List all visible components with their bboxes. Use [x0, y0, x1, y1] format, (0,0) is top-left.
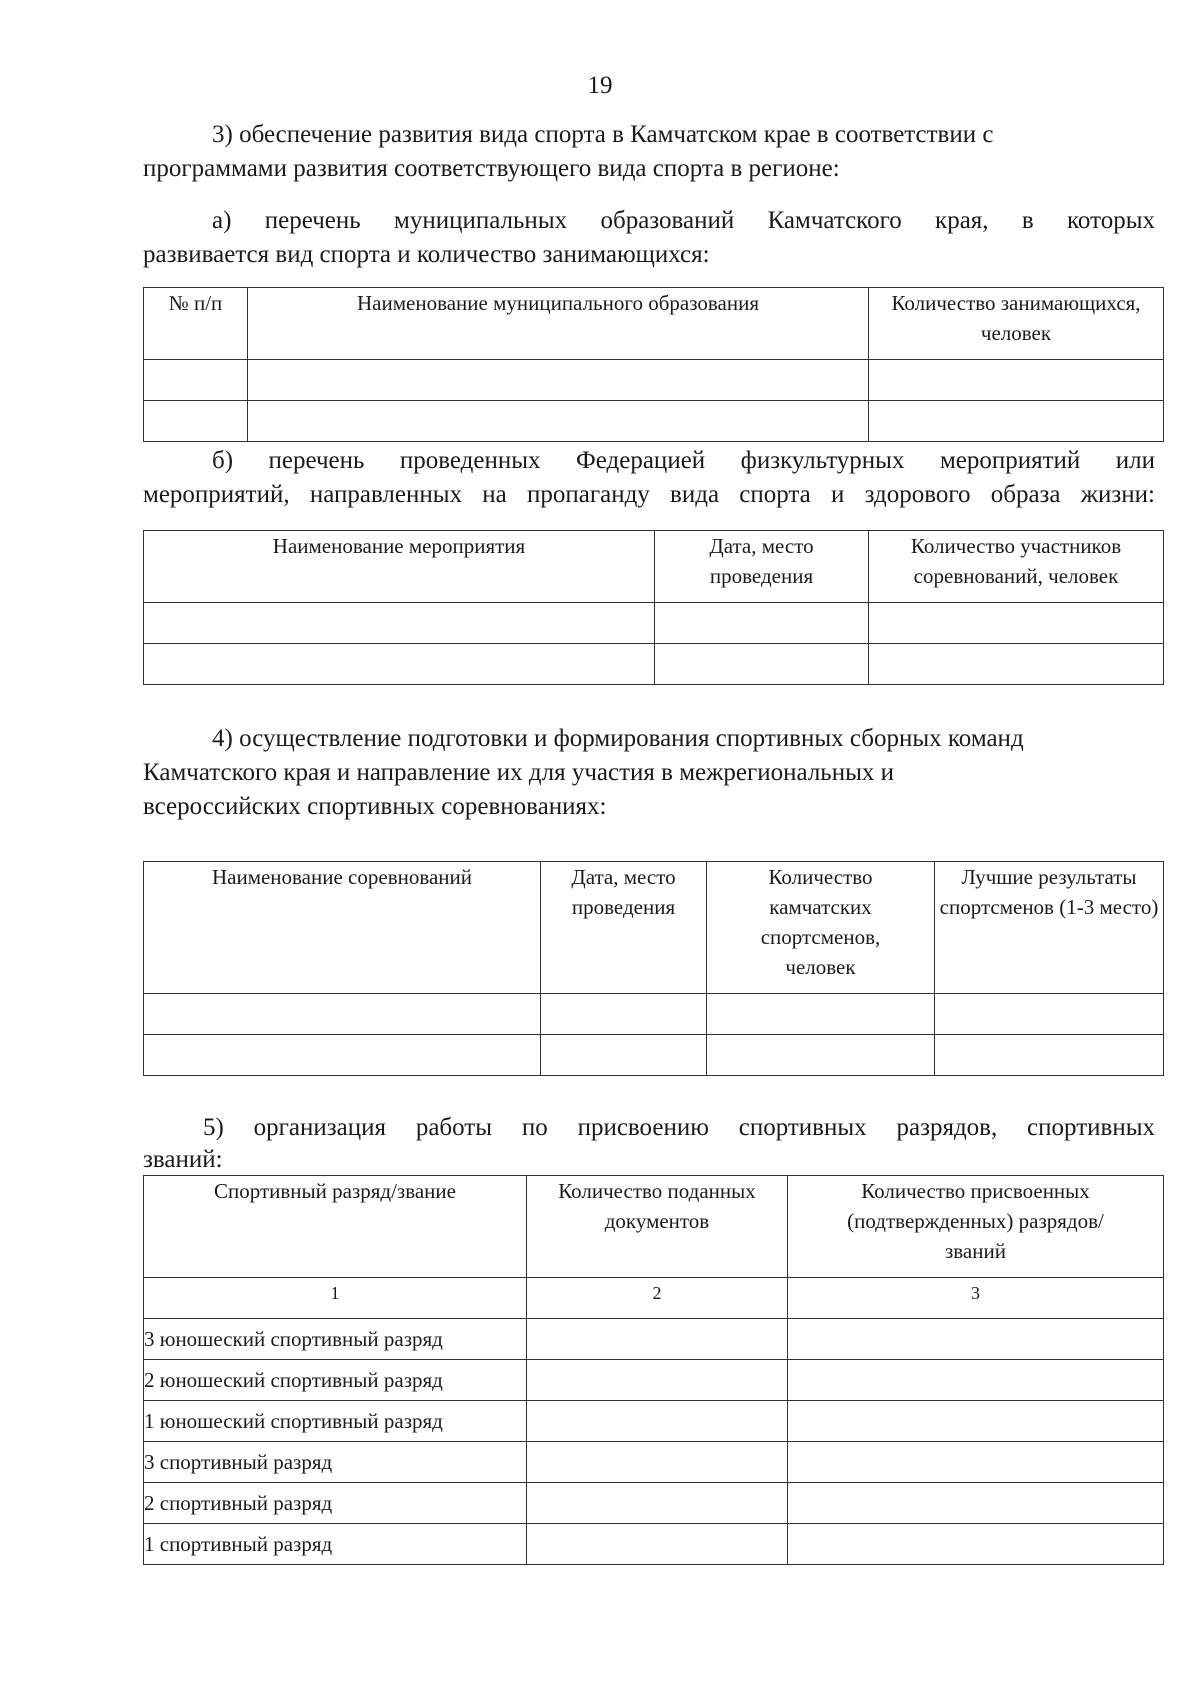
section-4-heading	[143, 722, 1155, 824]
table-cell[interactable]	[541, 994, 707, 1035]
table-cell[interactable]	[144, 401, 248, 442]
table-cell[interactable]	[707, 1035, 935, 1076]
table-cell[interactable]	[144, 994, 541, 1035]
text-line: а) перечень муниципальных образований Камчатского края, в которых	[212, 207, 1155, 234]
events-table	[143, 530, 1164, 685]
table-cell[interactable]	[144, 1035, 541, 1076]
table-cell[interactable]	[869, 644, 1164, 685]
table-row	[144, 1319, 1164, 1360]
header-date-place: Дата, место проведения	[655, 531, 869, 603]
header-municipality: Наименование муниципального образования	[248, 288, 869, 360]
header-athletes-count: Количество камчатских спортсменов, человек	[707, 862, 935, 994]
table-cell[interactable]	[144, 644, 655, 685]
table-cell[interactable]	[527, 1442, 788, 1483]
text-line: развивается вид спорта и количество занимающихся:	[143, 241, 710, 268]
table-cell[interactable]	[869, 603, 1164, 644]
header-best-results: Лучшие результаты спортсменов (1-3 место)	[935, 862, 1164, 994]
section-3-heading	[143, 118, 1155, 186]
table-row	[144, 1360, 1164, 1401]
column-number: 2	[527, 1278, 788, 1319]
table-cell[interactable]	[788, 1524, 1164, 1565]
table-row	[144, 1483, 1164, 1524]
text-line: званий:	[143, 1146, 223, 1173]
table-cell[interactable]	[527, 1401, 788, 1442]
text-line: 5) организация работы по присвоению спортивных разрядов, спортивных	[203, 1114, 1155, 1141]
table-cell[interactable]	[788, 1360, 1164, 1401]
sports-ranks-table	[143, 1175, 1164, 1565]
table-cell[interactable]	[935, 994, 1164, 1035]
text-line: 3) обеспечение развития вида спорта в Камчатском крае в соответствии с	[212, 121, 994, 148]
table-cell[interactable]	[788, 1401, 1164, 1442]
table-row	[144, 360, 1164, 401]
rank-label: 3 спортивный разряд	[144, 1442, 527, 1483]
header-submitted-documents: Количество поданных документов	[527, 1176, 788, 1278]
rank-label: 1 юношеский спортивный разряд	[144, 1401, 527, 1442]
table-cell[interactable]	[527, 1360, 788, 1401]
header-number: № п/п	[144, 288, 248, 360]
table-row	[144, 1524, 1164, 1565]
table-cell[interactable]	[248, 360, 869, 401]
text-line: программами развития соответствующего вида спорта в регионе:	[143, 155, 840, 182]
municipalities-table	[143, 287, 1164, 442]
section-3b-heading	[143, 444, 1155, 512]
header-date-place: Дата, место проведения	[541, 862, 707, 994]
table-cell[interactable]	[788, 1319, 1164, 1360]
page-number: 19	[587, 72, 613, 99]
table-cell[interactable]	[527, 1483, 788, 1524]
column-number: 1	[144, 1278, 527, 1319]
text-line: всероссийских спортивных соревнованиях:	[143, 793, 607, 820]
table-cell[interactable]	[248, 401, 869, 442]
table-row	[144, 644, 1164, 685]
table-row	[144, 1401, 1164, 1442]
rank-label: 1 спортивный разряд	[144, 1524, 527, 1565]
header-rank: Спортивный разряд/звание	[144, 1176, 527, 1278]
header-participants-count: Количество участников соревнований, человек	[869, 531, 1164, 603]
text-line: мероприятий, направленных на пропаганду вида спорта и здорового образа жизни:	[143, 481, 1155, 508]
table-cell[interactable]	[144, 360, 248, 401]
section-5-heading	[143, 1112, 1155, 1176]
table-row	[144, 994, 1164, 1035]
text-line: 4) осуществление подготовки и формирования спортивных сборных команд	[212, 725, 1024, 752]
table-row	[144, 1442, 1164, 1483]
competitions-table	[143, 861, 1164, 1076]
rank-label: 2 юношеский спортивный разряд	[144, 1360, 527, 1401]
text-line: Камчатского края и направление их для участия в межрегиональных и	[143, 759, 895, 786]
header-competition-name: Наименование соревнований	[144, 862, 541, 994]
table-cell[interactable]	[144, 603, 655, 644]
table-cell[interactable]	[527, 1319, 788, 1360]
table-cell[interactable]	[869, 401, 1164, 442]
column-number: 3	[788, 1278, 1164, 1319]
table-row	[144, 1035, 1164, 1076]
table-cell[interactable]	[655, 644, 869, 685]
table-cell[interactable]	[527, 1524, 788, 1565]
table-row	[144, 603, 1164, 644]
header-assigned-ranks: Количество присвоенных (подтвержденных) разрядов/ званий	[788, 1176, 1164, 1278]
table-cell[interactable]	[788, 1442, 1164, 1483]
table-cell[interactable]	[541, 1035, 707, 1076]
table-cell[interactable]	[935, 1035, 1164, 1076]
table-cell[interactable]	[655, 603, 869, 644]
table-cell[interactable]	[707, 994, 935, 1035]
rank-label: 2 спортивный разряд	[144, 1483, 527, 1524]
table-cell[interactable]	[869, 360, 1164, 401]
text-line: б) перечень проведенных Федерацией физкультурных мероприятий или	[212, 447, 1155, 474]
table-row	[144, 401, 1164, 442]
header-participants-count: Количество занимающихся, человек	[869, 288, 1164, 360]
table-cell[interactable]	[788, 1483, 1164, 1524]
column-numbers-row	[144, 1278, 1164, 1319]
rank-label: 3 юношеский спортивный разряд	[144, 1319, 527, 1360]
header-event-name: Наименование мероприятия	[144, 531, 655, 603]
section-3a-heading	[143, 204, 1155, 272]
